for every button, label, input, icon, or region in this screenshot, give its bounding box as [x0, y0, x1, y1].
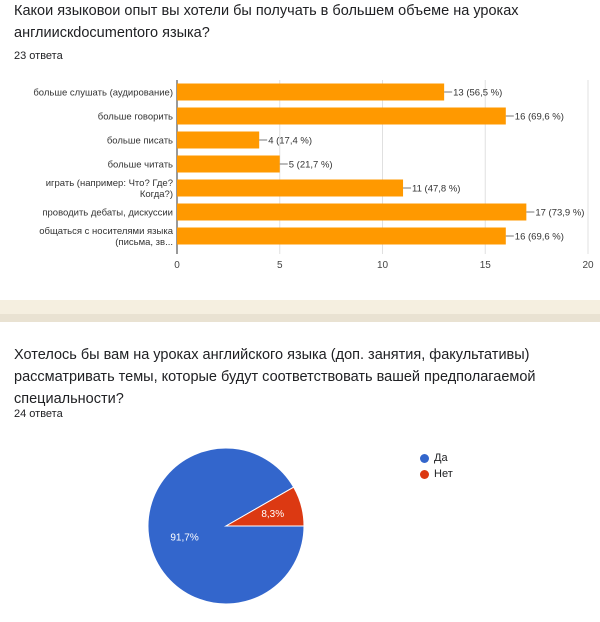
x-tick-label: 0	[174, 260, 180, 271]
x-tick-label: 10	[376, 260, 389, 271]
data-label: 16 (69,6 %)	[514, 111, 564, 123]
category-label: общаться с носителями языка	[39, 226, 173, 237]
legend-item-no	[420, 466, 453, 482]
x-tick-label: 20	[582, 260, 594, 271]
pie-label-yes: 91,7%	[170, 532, 199, 544]
section-divider	[0, 300, 600, 322]
pie-label-no: 8,3%	[261, 509, 285, 521]
bar	[177, 132, 259, 149]
category-label: играть (например: Что? Где?	[45, 178, 173, 189]
category-label: (письма, зв...	[115, 237, 173, 248]
x-tick-label: 5	[276, 260, 283, 271]
legend-swatch-yes	[420, 454, 429, 463]
question-2-title: Хотелось бы вам на уроках английского языка (доп. занятия, факультативы) рассматривать темы, которые будут соответствовать вашей предполагаемой специальности?	[14, 347, 536, 407]
pie-legend	[420, 450, 453, 482]
bar-chart	[0, 78, 600, 288]
legend-swatch-no	[420, 470, 429, 479]
pie-chart	[130, 432, 330, 622]
data-label: 4 (17,4 %)	[268, 135, 313, 147]
legend-label-no: Нет	[434, 468, 453, 480]
data-label: 13 (56,5 %)	[453, 87, 503, 99]
bar	[177, 180, 403, 197]
data-label: 17 (73,9 %)	[535, 207, 585, 219]
question-1-title: Какои языковои опыт вы хотели бы получать в большем объеме на уроках англиискdocumentого языка?	[14, 3, 519, 41]
data-label: 5 (21,7 %)	[288, 159, 333, 171]
data-label: 16 (69,6 %)	[514, 231, 564, 243]
question-card-2	[0, 322, 600, 614]
category-label: Когда?)	[139, 189, 173, 200]
legend-label-yes: Да	[434, 452, 448, 464]
bar	[177, 108, 506, 125]
data-label: 11 (47,8 %)	[412, 183, 461, 195]
question-1-response-count: 23 ответа	[14, 50, 63, 62]
category-label: проводить дебаты, дискуссии	[42, 207, 173, 219]
category-label: больше говорить	[97, 111, 173, 123]
question-card-1	[0, 0, 600, 300]
category-label: больше читать	[107, 159, 173, 171]
question-2-response-count: 24 ответа	[14, 408, 63, 420]
bar	[177, 156, 280, 173]
category-label: больше слушать (аудирование)	[33, 87, 173, 99]
x-tick-label: 15	[479, 260, 491, 271]
bar	[177, 204, 526, 221]
bar	[177, 228, 506, 245]
legend-item-yes	[420, 450, 453, 466]
bar	[177, 84, 444, 101]
category-label: больше писать	[106, 135, 173, 147]
